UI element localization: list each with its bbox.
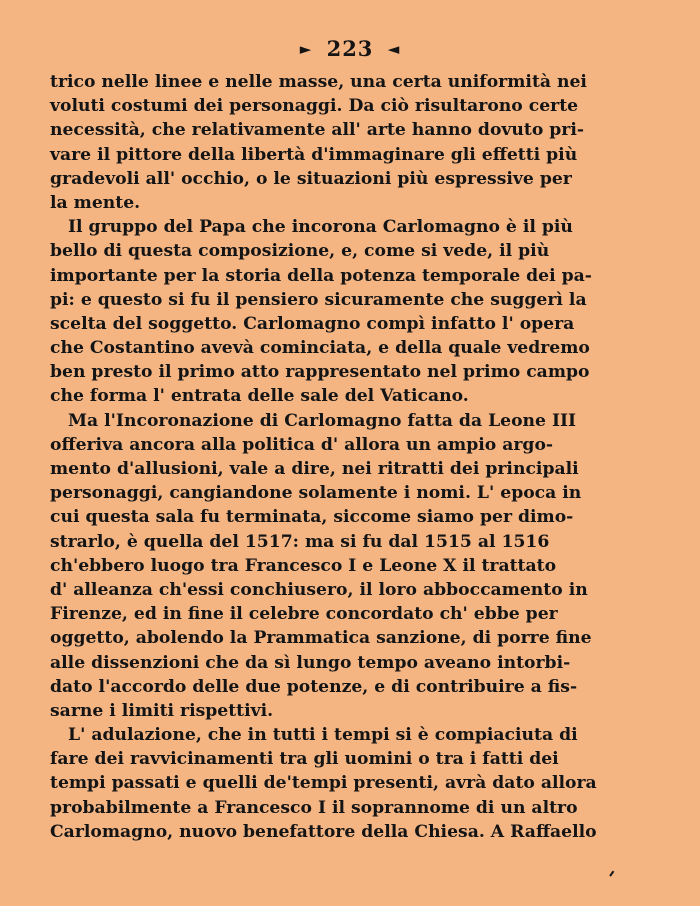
text-line: necessità, che relativamente all' arte hanno dovuto pri- [50,120,585,141]
text-line: probabilmente a Francesco I il soprannome di un altro [50,797,578,818]
paragraph-start-line: Ma l'Incoronazione di Carlomagno fatta da Leone III [68,410,577,431]
paragraph-end-line: sarne i limiti rispettivi. [50,700,274,721]
text-line: d' alleanza ch'essi conchiusero, il loro abboccamento in [50,579,588,600]
text-line: importante per la storia della potenza temporale dei pa- [50,265,592,286]
paragraph-end-line: che forma l' entrata delle sale del Vaticano. [50,386,469,407]
text-line: pi: e questo si fu il pensiero sicuramente che suggerì la [50,289,587,310]
text-line: cui questa sala fu terminata, siccome siamo per dimo- [50,507,574,528]
text-line: bello di questa composizione, e, come si vede, il più [50,241,550,262]
text-line: gradevoli all' occhio, o le situazioni più espressive per [50,168,572,189]
text-line: fare dei ravvicinamenti tra gli uomini o tra i fatti dei [50,749,559,770]
page-header [0,36,700,61]
stray-ink-mark [609,871,617,879]
left-pointer-ornament: ► [299,40,313,58]
text-line: offeriva ancora alla politica d' allora un ampio argo- [50,434,554,455]
text-line: trico nelle linee e nelle masse, una certa uniformità nei [50,72,587,92]
text-line: strarlo, è quella del 1517: ma si fu dal 1515 al 1516 [50,531,550,552]
text-line: scelta del soggetto. Carlomagno compì infatto l' opera [50,313,575,334]
text-line: che Costantino avevà cominciata, e della quale vedremo [50,338,590,359]
text-line: vare il pittore della libertà d'immaginare gli effetti più [50,144,578,165]
text-line: oggetto, abolendo la Prammatica sanzione, di porre fine [50,628,592,649]
paragraph-end-line: la mente. [50,192,141,213]
right-pointer-ornament: ◄ [387,40,401,58]
text-line: tempi passati e quelli de'tempi presenti, avrà dato allora [50,773,597,794]
text-line: ben presto il primo atto rappresentato nel primo campo [50,362,590,383]
page-number: 223 [326,36,374,61]
text-line: voluti costumi dei personaggi. Da ciò risultarono certe [50,96,579,117]
text-line: mento d'allusioni, vale a dire, nei ritratti dei principali [50,459,579,479]
body-text [50,70,597,844]
text-line: ch'ebbero luogo tra Francesco I e Leone X il trattato [50,555,557,576]
text-line: Firenze, ed in fine il celebre concordato ch' ebbe per [50,604,558,625]
text-line: personaggi, cangiandone solamente i nomi. L' epoca in [50,483,582,504]
paragraph-start-line: Il gruppo del Papa che incorona Carlomagno è il più [68,217,573,238]
paragraph-start-line: L' adulazione, che in tutti i tempi si è compiaciuta di [68,725,578,746]
text-line: Carlomagno, nuovo benefattore della Chiesa. A Raffaello [50,821,597,842]
text-line: dato l'accordo delle due potenze, e di contribuire a fis- [50,676,578,697]
text-line: alle dissenzioni che da sì lungo tempo aveano intorbi- [50,652,571,673]
